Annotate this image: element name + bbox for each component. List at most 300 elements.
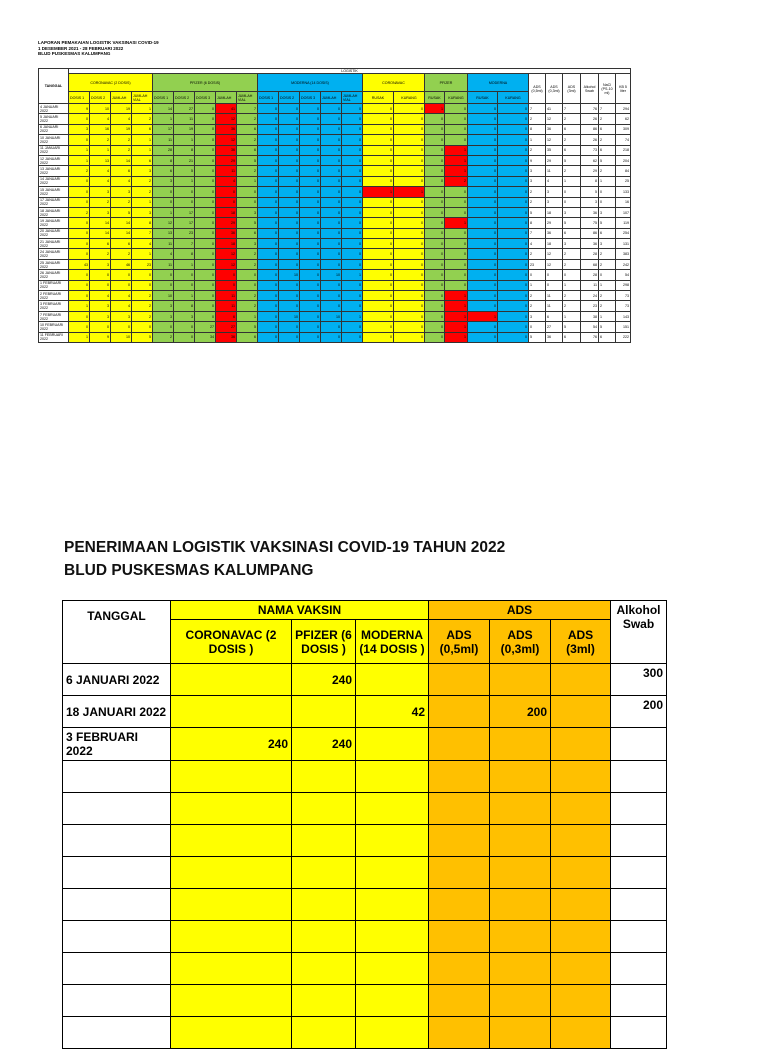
t1-coronavac-cell: 1 (132, 104, 153, 114)
t2-empty-cell (611, 825, 667, 857)
t1-coronavac-cell: 9 (69, 104, 90, 114)
t1-moderna-waste-cell: 0 (498, 322, 529, 332)
t1-moderna-cell: 0 (342, 135, 363, 145)
t1-moderna-cell: 0 (258, 228, 279, 238)
t1-coronavac-waste-cell: 0 (363, 135, 394, 145)
t1-moderna-cell: 0 (279, 145, 300, 155)
t1-logistik-cell: 0 (599, 187, 616, 197)
t1-pfizer-cell: 8 (174, 301, 195, 311)
t2-empty-cell (356, 985, 429, 1017)
t1-logistik-cell: 2 (599, 249, 616, 259)
t1-coronavac-cell: 0 (132, 280, 153, 290)
t1-logistik-cell: 12 (546, 135, 563, 145)
t1-logistik-cell: 3 (599, 239, 616, 249)
t1-pfizer-cell: 36 (216, 228, 237, 238)
t1-coronavac-cell: 19 (111, 124, 132, 134)
t1-pfizer-cell: 1 (237, 176, 258, 186)
t1-pfizer-waste-cell: 0 (425, 332, 445, 342)
t1-coronavac-waste-cell: 0 (363, 228, 394, 238)
t2-empty-cell (292, 1017, 356, 1049)
t2-moderna-cell (356, 664, 429, 696)
t1-coronavac-cell: 0 (69, 311, 90, 321)
t1-logistik-cell: 8 (581, 176, 599, 186)
t1-pfizer-cell: 5 (174, 166, 195, 176)
t1-logistik-cell: 6 (563, 228, 581, 238)
t1-pfizer-cell: 8 (153, 155, 174, 165)
t1-pfizer-cell: 5 (237, 218, 258, 228)
t1-logistik-cell: 0 (546, 270, 563, 280)
t1-pfizer-cell: 3 (174, 311, 195, 321)
t1-moderna-cell: 0 (342, 176, 363, 186)
t1-moderna-cell: 0 (300, 197, 321, 207)
t2-empty-cell (171, 793, 292, 825)
t1-pfizer-cell: 0 (237, 187, 258, 197)
t1-pfizer-cell: 0 (174, 270, 195, 280)
t1-pfizer-waste-cell: 0 (425, 239, 445, 249)
t1-pfizer-cell: 17 (174, 218, 195, 228)
t1-pfizer-waste-cell: 0 (425, 270, 445, 280)
t2-empty-cell (356, 953, 429, 985)
t2-empty-cell (63, 761, 171, 793)
t1-date-cell: 11 JANUARI 2022 (39, 145, 69, 155)
t2-alkohol-cell: 300 (611, 664, 667, 696)
t1-coronavac-waste-cell: 0 (363, 249, 394, 259)
t1-moderna-waste-cell: 0 (498, 145, 529, 155)
t1-sub-jumlah-vial: JUMLAH VIAL (237, 92, 258, 104)
t1-pfizer-cell: 0 (174, 187, 195, 197)
t1-coronavac-waste-cell: 0 (394, 176, 425, 186)
t1-logistik-cell: 3 (563, 207, 581, 217)
t2-empty-cell (551, 921, 611, 953)
t1-coronavac-cell: 16 (90, 124, 111, 134)
t1-pfizer-waste-cell: 0 (425, 322, 445, 332)
t1-pfizer-cell: 2 (153, 332, 174, 342)
t1-coronavac-waste-cell: 0 (394, 218, 425, 228)
t2-empty-cell (63, 953, 171, 985)
t1-moderna-cell: 0 (321, 145, 342, 155)
t1-moderna-cell: 0 (321, 280, 342, 290)
t1-pfizer-cell: 19 (174, 124, 195, 134)
t2-empty-row (63, 921, 667, 953)
t1-coronavac-cell: 2 (132, 114, 153, 124)
t2-empty-cell (429, 825, 490, 857)
t2-date-cell: 18 JANUARI 2022 (63, 696, 171, 728)
t1-pfizer-cell: 36 (216, 145, 237, 155)
t2-empty-cell (292, 985, 356, 1017)
t1-moderna-cell: 0 (342, 280, 363, 290)
t1-moderna-cell: 0 (300, 176, 321, 186)
t1-coronavac-waste-cell: 0 (363, 311, 394, 321)
t1-logistik-cell: 204 (616, 155, 631, 165)
t1-date-cell: 19 JANUARI 2022 (39, 218, 69, 228)
t1-logistik-cell: 76 (581, 332, 599, 342)
t1-pfizer-cell: 12 (216, 259, 237, 269)
t1-moderna-waste-cell: 0 (468, 135, 498, 145)
t1-logistik-cell: 0 (599, 197, 616, 207)
t1-moderna-waste-cell: 0 (468, 322, 498, 332)
t1-moderna-cell: 0 (342, 228, 363, 238)
t1-moderna-cell: 0 (258, 124, 279, 134)
t1-pfizer-waste-cell: 1 (445, 155, 468, 165)
t1-date-cell: 4 JANUARI 2022 (39, 104, 69, 114)
t1-sub-rusak: RUSAK (363, 92, 394, 104)
t1-coronavac-waste-cell: 0 (394, 301, 425, 311)
t1-moderna-cell: 0 (258, 155, 279, 165)
t1-pfizer-waste-cell: 1 (445, 166, 468, 176)
t2-empty-cell (356, 825, 429, 857)
t1-coronavac-cell: 4 (111, 301, 132, 311)
t2-ads03-cell (490, 664, 551, 696)
t1-coronavac-waste-cell: 0 (394, 311, 425, 321)
t1-coronavac-cell: 4 (90, 291, 111, 301)
t2-empty-cell (490, 921, 551, 953)
t1-moderna-cell: 0 (258, 270, 279, 280)
t1-logistik-cell: 36 (581, 239, 599, 249)
t1-logistik-cell: 131 (616, 239, 631, 249)
t1-moderna-waste-cell: 0 (498, 135, 529, 145)
t1-pfizer-cell: 0 (153, 270, 174, 280)
t1-moderna-cell: 0 (342, 239, 363, 249)
t1-pfizer-waste-cell: 0 (425, 249, 445, 259)
t1-coronavac-cell: 10 (111, 332, 132, 342)
t1-pfizer-cell: 0 (237, 280, 258, 290)
t1-coronavac-cell: 2 (69, 207, 90, 217)
t1-coronavac-waste-cell: 0 (394, 155, 425, 165)
t1-pfizer-waste-cell: 1 (445, 311, 468, 321)
t1-coronavac-waste-cell: 0 (394, 249, 425, 259)
t1-logistik-cell: 242 (616, 259, 631, 269)
t2-empty-cell (490, 953, 551, 985)
t1-header-pfizer-waste: PFIZER (425, 74, 468, 92)
t1-moderna-cell: 0 (300, 259, 321, 269)
t1-moderna-cell: 1 (342, 311, 363, 321)
t1-moderna-cell: 0 (279, 332, 300, 342)
t2-empty-row (63, 857, 667, 889)
t1-coronavac-cell: 5 (111, 207, 132, 217)
t1-sub-rusak: RUSAK (425, 92, 445, 104)
t1-pfizer-cell: 0 (216, 270, 237, 280)
t1-pfizer-cell: 6 (237, 332, 258, 342)
t1-sub-jumlah: JUMLAH (216, 92, 237, 104)
t1-date-cell: 20 JANUARI 2022 (39, 228, 69, 238)
t1-row (39, 249, 631, 259)
t1-coronavac-cell: 1 (132, 135, 153, 145)
t1-coronavac-cell: 0 (69, 228, 90, 238)
t2-moderna-cell: 42 (356, 696, 429, 728)
t1-logistik-cell: 1 (563, 176, 581, 186)
t2-header-ads03: ADS (0,3ml) (490, 620, 551, 664)
t1-pfizer-cell: 0 (174, 280, 195, 290)
t1-coronavac-waste-cell: 0 (363, 322, 394, 332)
t1-coronavac-waste-cell: 0 (394, 114, 425, 124)
t1-moderna-cell: 0 (342, 104, 363, 114)
t2-empty-cell (611, 953, 667, 985)
t1-coronavac-waste-cell: 0 (394, 104, 425, 114)
t1-pfizer-waste-cell: 0 (445, 228, 468, 238)
t2-coronavac-cell (171, 696, 292, 728)
t1-logistik-cell: 1 (529, 280, 546, 290)
t1-logistik-cell: 25 (616, 176, 631, 186)
t1-logistik-cell: 151 (616, 322, 631, 332)
t1-moderna-cell: 0 (300, 145, 321, 155)
t1-logistik-cell: 68 (581, 259, 599, 269)
t1-moderna-waste-cell: 0 (468, 155, 498, 165)
t1-logistik-cell: 11 (581, 280, 599, 290)
t2-empty-cell (551, 793, 611, 825)
t1-logistik-cell: 8 (529, 218, 546, 228)
t1-sub-jumlah: JUMLAH (321, 92, 342, 104)
t2-empty-row (63, 793, 667, 825)
t1-coronavac-cell: 3 (90, 207, 111, 217)
t1-pfizer-cell: 7 (174, 239, 195, 249)
t1-moderna-cell: 0 (300, 332, 321, 342)
t1-pfizer-cell: 6 (237, 124, 258, 134)
t2-empty-cell (429, 793, 490, 825)
t1-moderna-cell: 0 (279, 114, 300, 124)
t1-pfizer-cell: 0 (195, 280, 216, 290)
t1-coronavac-waste-cell: 1 (394, 187, 425, 197)
t1-logistik-cell: 74 (616, 135, 631, 145)
report1-heading (38, 40, 159, 57)
t1-logistik-cell: 2 (563, 166, 581, 176)
t1-logistik-cell: 2 (599, 166, 616, 176)
t2-empty-cell (356, 761, 429, 793)
t1-coronavac-cell: 2 (111, 135, 132, 145)
t2-empty-cell (63, 857, 171, 889)
t1-logistik-cell: 2 (529, 291, 546, 301)
t1-pfizer-waste-cell: 0 (425, 135, 445, 145)
t1-coronavac-cell: 0 (69, 197, 90, 207)
t1-moderna-cell: 0 (279, 166, 300, 176)
t1-row (39, 270, 631, 280)
t1-pfizer-waste-cell: 0 (445, 280, 468, 290)
t1-logistik-cell: 1 (599, 176, 616, 186)
t2-empty-cell (429, 857, 490, 889)
t1-coronavac-cell: 0 (69, 249, 90, 259)
report1-title-line: LAPORAN PEMAKAIAN LOGISTIK VAKSINASI COVID-19 (38, 40, 159, 45)
t1-logistik-cell: 5 (599, 322, 616, 332)
t1-moderna-cell: 0 (321, 322, 342, 332)
t1-logistik-cell: 309 (616, 124, 631, 134)
t1-logistik-cell: 29 (581, 166, 599, 176)
t1-coronavac-cell: 2 (132, 311, 153, 321)
receipt-report-table (62, 600, 667, 1049)
t1-moderna-waste-cell: 0 (468, 197, 498, 207)
t1-logistik-cell: 27 (546, 322, 563, 332)
t1-date-cell: 15 JANUARI 2022 (39, 187, 69, 197)
t1-pfizer-waste-cell: 0 (445, 207, 468, 217)
t1-logistik-cell: 3 (546, 197, 563, 207)
t1-logistik-cell: 254 (616, 228, 631, 238)
t1-date-cell: 10 FEBRUARI 2022 (39, 322, 69, 332)
t1-coronavac-cell: 7 (132, 228, 153, 238)
t1-coronavac-cell: 2 (132, 301, 153, 311)
t1-sub-jumlah: JUMLAH (111, 92, 132, 104)
t2-empty-cell (551, 761, 611, 793)
t1-logistik-cell: 2 (529, 197, 546, 207)
t1-pfizer-cell: 0 (174, 197, 195, 207)
t1-logistik-cell: 1 (599, 280, 616, 290)
t1-coronavac-cell: 2 (111, 249, 132, 259)
t1-coronavac-cell: 14 (90, 228, 111, 238)
t1-coronavac-cell: 0 (69, 135, 90, 145)
t1-coronavac-cell: 0 (69, 218, 90, 228)
t1-logistik-cell: 5 (563, 155, 581, 165)
t1-coronavac-cell: 1 (132, 249, 153, 259)
t1-logistik-cell: 5 (529, 332, 546, 342)
t2-empty-cell (490, 793, 551, 825)
t1-moderna-cell: 0 (321, 124, 342, 134)
t1-pfizer-waste-cell: 0 (445, 270, 468, 280)
t1-coronavac-cell: 5 (132, 332, 153, 342)
t1-moderna-waste-cell: 0 (498, 332, 529, 342)
t1-moderna-cell: 0 (279, 176, 300, 186)
t1-pfizer-cell: 18 (216, 207, 237, 217)
t1-pfizer-cell: 6 (237, 145, 258, 155)
t1-row (39, 155, 631, 165)
t1-logistik-cell: 2 (529, 301, 546, 311)
t1-sub-dosis3: DOSIS 3 (195, 92, 216, 104)
t2-empty-cell (429, 985, 490, 1017)
t1-coronavac-waste-cell: 0 (394, 239, 425, 249)
t1-pfizer-cell: 0 (195, 301, 216, 311)
t1-pfizer-waste-cell: 0 (445, 249, 468, 259)
t1-logistik-cell: 62 (581, 155, 599, 165)
t1-coronavac-waste-cell: 0 (394, 145, 425, 155)
t1-date-cell: 2 FEBRUARI 2022 (39, 291, 69, 301)
t2-moderna-cell (356, 728, 429, 761)
t1-moderna-cell: 0 (279, 155, 300, 165)
t1-pfizer-waste-cell: 1 (425, 104, 445, 114)
t1-coronavac-cell: 19 (111, 104, 132, 114)
t1-pfizer-waste-cell: 0 (445, 187, 468, 197)
t1-pfizer-cell: 11 (216, 166, 237, 176)
t1-moderna-cell: 0 (342, 259, 363, 269)
t1-pfizer-cell: 27 (174, 104, 195, 114)
t2-empty-cell (171, 985, 292, 1017)
t1-coronavac-cell: 0 (111, 280, 132, 290)
t1-pfizer-cell: 1 (237, 311, 258, 321)
t2-ads3-cell (551, 728, 611, 761)
t1-coronavac-cell: 4 (90, 114, 111, 124)
t1-moderna-cell: 10 (279, 311, 300, 321)
t1-logistik-cell: 7 (529, 228, 546, 238)
t1-header-kit: KB 5 liter (616, 74, 631, 104)
t1-logistik-cell: 35 (546, 145, 563, 155)
t1-moderna-cell: 0 (321, 114, 342, 124)
t2-empty-cell (171, 1017, 292, 1049)
t1-logistik-cell: 6 (599, 145, 616, 155)
t1-moderna-waste-cell: 0 (498, 155, 529, 165)
t1-moderna-cell: 0 (342, 124, 363, 134)
t2-empty-cell (429, 953, 490, 985)
t1-pfizer-waste-cell: 1 (445, 301, 468, 311)
t1-moderna-waste-cell: 0 (468, 176, 498, 186)
t1-moderna-waste-cell: 0 (498, 301, 529, 311)
t1-moderna-waste-cell: 0 (468, 114, 498, 124)
t2-header-pfizer: PFIZER (6 DOSIS ) (292, 620, 356, 664)
t2-empty-cell (292, 857, 356, 889)
t2-empty-cell (551, 953, 611, 985)
t1-pfizer-cell: 0 (153, 197, 174, 207)
t2-empty-cell (611, 793, 667, 825)
t1-pfizer-cell: 0 (195, 228, 216, 238)
t1-logistik-cell: 11 (546, 291, 563, 301)
report2-title: PENERIMAAN LOGISTIK VAKSINASI COVID-19 TAHUN 2022 (64, 539, 506, 556)
t2-empty-cell (611, 889, 667, 921)
t1-pfizer-cell: 11 (216, 301, 237, 311)
t1-pfizer-cell: 17 (174, 207, 195, 217)
t1-moderna-cell: 0 (258, 207, 279, 217)
t1-moderna-cell: 0 (321, 218, 342, 228)
t1-pfizer-cell: 2 (237, 301, 258, 311)
t1-logistik-cell: 298 (616, 280, 631, 290)
t1-row (39, 291, 631, 301)
t1-moderna-cell: 0 (258, 114, 279, 124)
t1-coronavac-cell: 2 (132, 176, 153, 186)
t1-logistik-cell: 26 (581, 114, 599, 124)
t1-moderna-cell: 0 (258, 187, 279, 197)
t1-moderna-waste-cell: 0 (498, 207, 529, 217)
t1-pfizer-cell: 2 (237, 135, 258, 145)
t1-pfizer-cell: 12 (216, 135, 237, 145)
t1-coronavac-cell: 4 (111, 114, 132, 124)
t1-pfizer-cell: 3 (153, 176, 174, 186)
t2-empty-cell (292, 761, 356, 793)
t1-coronavac-cell: 1 (69, 145, 90, 155)
t1-pfizer-cell: 0 (216, 280, 237, 290)
t1-moderna-cell: 10 (321, 311, 342, 321)
t1-sub-dosis2: DOSIS 2 (90, 92, 111, 104)
t1-logistik-cell: 36 (546, 228, 563, 238)
t1-pfizer-cell: 1 (174, 259, 195, 269)
t1-moderna-cell: 0 (321, 291, 342, 301)
t1-row (39, 124, 631, 134)
t1-coronavac-cell: 1 (132, 145, 153, 155)
t1-row (39, 207, 631, 217)
t1-moderna-cell: 0 (279, 135, 300, 145)
t1-pfizer-cell: 0 (195, 259, 216, 269)
t1-logistik-cell: 29 (546, 155, 563, 165)
t1-row (39, 239, 631, 249)
t1-pfizer-cell: 11 (153, 259, 174, 269)
t1-moderna-cell: 0 (279, 301, 300, 311)
t1-row (39, 259, 631, 269)
t2-empty-cell (356, 1017, 429, 1049)
t1-coronavac-waste-cell: 0 (363, 218, 394, 228)
t1-pfizer-cell: 0 (195, 311, 216, 321)
t2-header-ads05: ADS (0,5ml) (429, 620, 490, 664)
t1-logistik-cell: 0 (563, 197, 581, 207)
t1-coronavac-waste-cell: 0 (394, 228, 425, 238)
t1-coronavac-cell: 2 (90, 197, 111, 207)
t1-coronavac-waste-cell: 0 (363, 104, 394, 114)
t1-pfizer-cell: 2 (237, 249, 258, 259)
t1-coronavac-cell: 0 (69, 187, 90, 197)
t2-header-group-row (63, 601, 667, 620)
t1-moderna-waste-cell: 0 (468, 145, 498, 155)
t1-pfizer-cell: 36 (216, 332, 237, 342)
t1-logistik-cell: 76 (581, 104, 599, 114)
t1-moderna-cell: 0 (300, 104, 321, 114)
t1-coronavac-cell: 3 (111, 187, 132, 197)
t2-empty-cell (292, 921, 356, 953)
t1-pfizer-cell: 8 (174, 249, 195, 259)
t1-coronavac-cell: 0 (132, 270, 153, 280)
t1-moderna-waste-cell: 0 (498, 249, 529, 259)
t1-moderna-waste-cell: 0 (468, 187, 498, 197)
t1-logistik-cell: 2 (529, 249, 546, 259)
